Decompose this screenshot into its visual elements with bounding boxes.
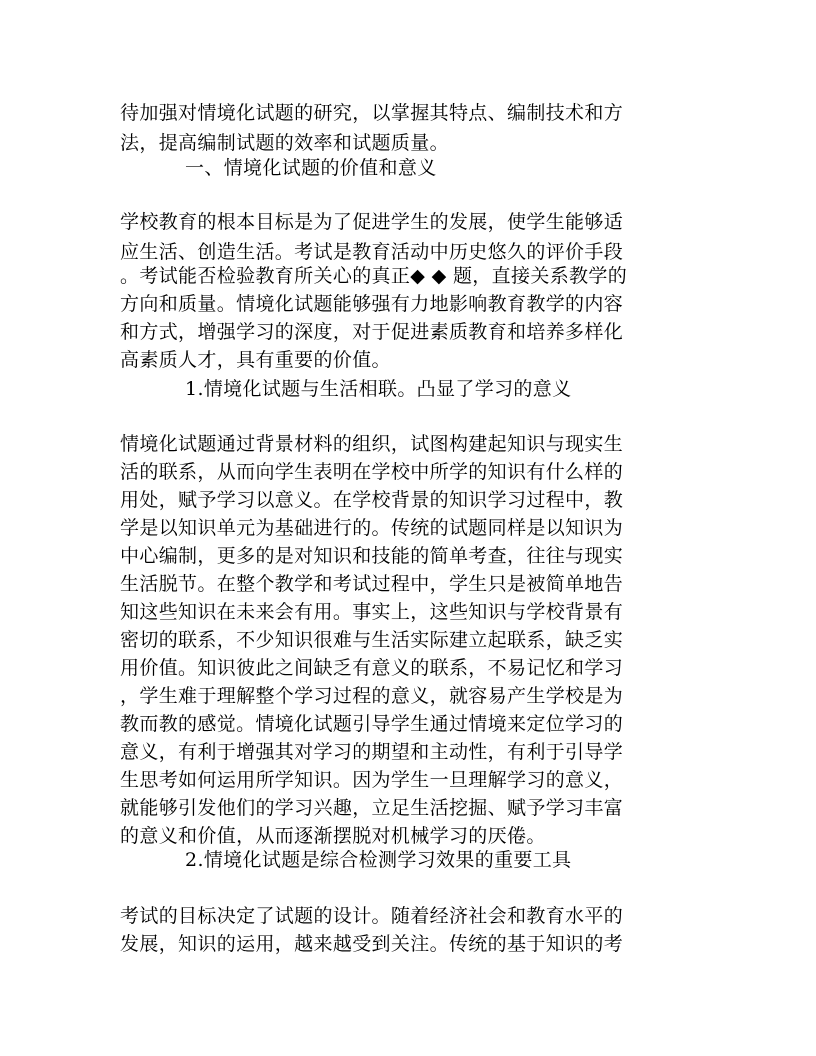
para-2-line-11: 教而教的感觉。情境化试题引导学生通过情境来定位学习的 xyxy=(120,713,624,735)
intro-line-2: 法，提高编制试题的效率和试题质量。 xyxy=(120,132,449,154)
para-1-line-6: 高素质人才，具有重要的价值。 xyxy=(120,349,391,371)
para-1-line-2: 应生活、创造生活。考试是教育活动中历史悠久的评价手段 xyxy=(120,241,624,263)
para-2-line-6: 生活脱节。在整个教学和考试过程中，学生只是被简单地告 xyxy=(120,573,624,595)
para-2-line-9: 用价值。知识彼此之间缺乏有意义的联系，不易记忆和学习 xyxy=(120,657,624,679)
para-2-line-3: 用处，赋予学习以意义。在学校背景的知识学习过程中，教 xyxy=(120,489,624,511)
para-2-line-13: 生思考如何运用所学知识。因为学生一旦理解学习的意义， xyxy=(120,769,624,791)
para-2-line-8: 密切的联系，不少知识很难与生活实际建立起联系，缺乏实 xyxy=(120,629,624,651)
para-2-line-5: 中心编制，更多的是对知识和技能的简单考查，往往与现实 xyxy=(120,545,624,567)
para-2-line-14: 就能够引发他们的学习兴趣，立足生活挖掘、赋予学习丰富 xyxy=(120,797,624,819)
para-1-line-4: 方向和质量。情境化试题能够强有力地影响教育教学的内容 xyxy=(120,293,624,315)
para-2-line-4: 学是以知识单元为基础进行的。传统的试题同样是以知识为 xyxy=(120,517,624,539)
para-2-line-2: 活的联系，从而向学生表明在学校中所学的知识有什么样的 xyxy=(120,461,624,483)
para-1-line-3: 。考试能否检验教育所关心的真正◆ ◆ 题，直接关系教学的 xyxy=(120,265,628,287)
subsection-heading-1: 1.情境化试题与生活相联。凸显了学习的意义 xyxy=(185,378,572,400)
section-heading-1: 一、情境化试题的价值和意义 xyxy=(185,157,437,179)
intro-line-1: 待加强对情境化试题的研究，以掌握其特点、编制技术和方 xyxy=(120,102,624,124)
para-1-line-1: 学校教育的根本目标是为了促进学生的发展，使学生能够适 xyxy=(120,211,624,233)
para-2-line-10: ，学生难于理解整个学习过程的意义，就容易产生学校是为 xyxy=(120,685,624,707)
subsection-heading-2: 2.情境化试题是综合检测学习效果的重要工具 xyxy=(185,849,572,871)
para-3-line-1: 考试的目标决定了试题的设计。随着经济社会和教育水平的 xyxy=(120,905,624,927)
para-3-line-2: 发展，知识的运用，越来越受到关注。传统的基于知识的考 xyxy=(120,933,624,955)
para-2-line-12: 意义，有利于增强其对学习的期望和主动性，有利于引导学 xyxy=(120,741,624,763)
para-2-line-7: 知这些知识在未来会有用。事实上，这些知识与学校背景有 xyxy=(120,601,624,623)
para-2-line-15: 的意义和价值，从而逐渐摆脱对机械学习的厌倦。 xyxy=(120,825,546,847)
para-2-line-1: 情境化试题通过背景材料的组织，试图构建起知识与现实生 xyxy=(120,433,624,455)
para-1-line-5: 和方式，增强学习的深度，对于促进素质教育和培养多样化 xyxy=(120,321,624,343)
